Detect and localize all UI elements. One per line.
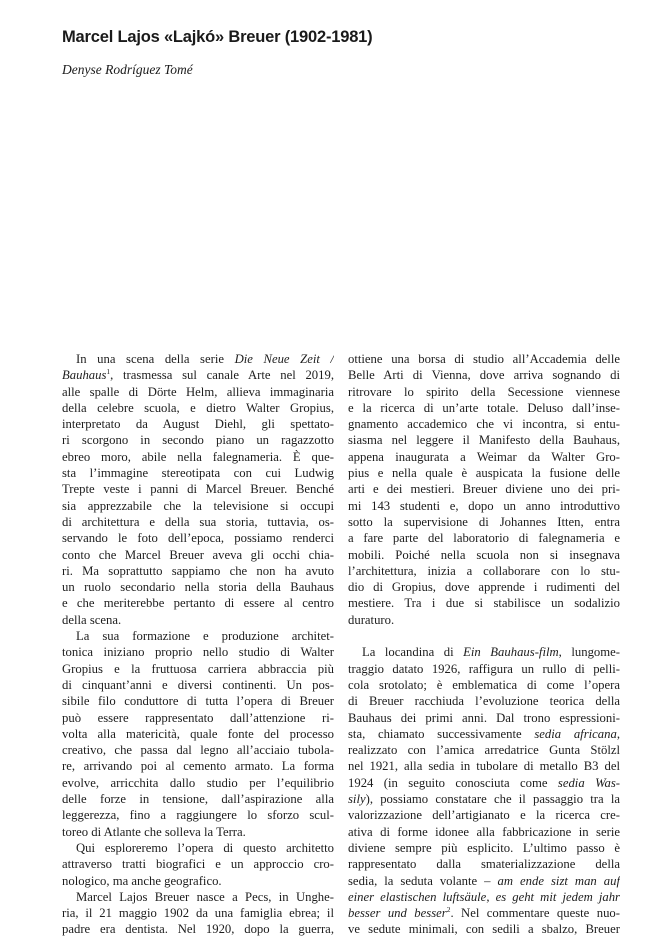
footnote-ref: 1 xyxy=(106,367,111,377)
text-line xyxy=(348,449,620,465)
text-line xyxy=(62,824,334,840)
text-segment: e che meriterebbe pertanto di essere al centro xyxy=(62,596,334,611)
text-line xyxy=(62,547,334,563)
text-segment: leggerezza, fino a raggiungere lo sforzo scul- xyxy=(62,808,334,823)
text-segment: alle spalle di Dörte Helm, allieva immaginaria xyxy=(62,384,334,399)
text-line xyxy=(62,905,334,921)
text-segment: Qui esploreremo l’opera di questo architetto xyxy=(76,840,334,855)
text-line xyxy=(348,758,620,774)
text-segment: ri. Ma soprattutto sappiamo che non ha avuto xyxy=(62,563,334,578)
text-segment: ria, il 21 maggio 1902 da una famiglia ebrea; il xyxy=(62,906,334,921)
text-segment: conto che Marcel Breuer aveva gli occhi chia- xyxy=(62,547,334,562)
text-line xyxy=(348,807,620,823)
text-column-right xyxy=(348,351,620,938)
text-segment: gnamento accademico che vi incontra, si entu- xyxy=(348,417,620,432)
text-line xyxy=(62,498,334,514)
text-segment: della scena. xyxy=(62,612,122,627)
text-line xyxy=(348,824,620,840)
article-title: Marcel Lajos «Lajkó» Breuer (1902-1981) xyxy=(62,28,373,46)
text-line xyxy=(348,791,620,807)
text-line xyxy=(348,775,620,791)
text-line xyxy=(348,367,620,383)
text-segment: pius e nella quale è auspicata la fusione delle xyxy=(348,466,620,481)
text-line xyxy=(348,856,620,872)
text-line xyxy=(62,644,334,660)
text-line xyxy=(348,547,620,563)
text-line xyxy=(62,661,334,677)
text-line xyxy=(62,400,334,416)
italic-text: Ein Bauhaus-film xyxy=(463,645,559,660)
text-line xyxy=(62,432,334,448)
text-segment: servando le foto dell’epoca, possiamo renderci xyxy=(62,531,334,546)
text-segment: di architettura e della sua storia, tuttavia, os- xyxy=(62,514,334,529)
text-line xyxy=(348,677,620,693)
text-segment: interpretato da August Diehl, gli spettato- xyxy=(62,417,334,432)
text-line xyxy=(62,758,334,774)
text-line xyxy=(62,351,334,367)
text-segment: Bauhaus dei primi anni. Dal trono espressioni- xyxy=(348,710,620,725)
text-line xyxy=(62,742,334,758)
text-segment: nologico, ma anche geografico. xyxy=(62,873,222,888)
text-line xyxy=(62,416,334,432)
text-line xyxy=(62,856,334,872)
text-segment: un ruolo secondario nella storia della Bauhaus xyxy=(62,580,334,595)
text-line xyxy=(348,889,620,905)
text-line xyxy=(348,563,620,579)
text-segment: cola srotolato; è emblematica di come l’opera xyxy=(348,677,620,692)
text-segment: sta, chiamato successivamente xyxy=(348,726,535,741)
text-segment: realizzato con l’amica arredatrice Gunta Stölzl xyxy=(348,743,620,758)
text-line xyxy=(348,465,620,481)
text-column-left xyxy=(62,351,334,938)
text-segment: , lungome- xyxy=(558,645,620,660)
text-line xyxy=(62,465,334,481)
text-segment: di cinquant’anni e diversi continenti. Un pos- xyxy=(62,677,334,692)
text-line xyxy=(348,628,620,644)
text-segment: ri scorgono in secondo piano un ragazzotto xyxy=(62,433,334,448)
text-segment: mi 143 studenti e, dopo un anno introduttivo xyxy=(348,498,620,513)
text-segment: diviene sempre più esplicito. L’ultimo passo è xyxy=(348,840,620,855)
text-line xyxy=(348,742,620,758)
text-line xyxy=(62,921,334,937)
text-line xyxy=(62,873,334,889)
text-segment: delle forze in tensione, dall’aspirazione alla xyxy=(62,792,334,807)
text-line xyxy=(62,677,334,693)
text-segment: toreo di Atlante che solleva la Terra. xyxy=(62,824,246,839)
text-segment: e la ricerca di un’arte totale. Deluso dall’inse- xyxy=(348,400,620,415)
italic-text: Bauhaus xyxy=(62,368,107,383)
text-segment: sia apprezzabile che la televisione si occupi xyxy=(62,498,334,513)
text-line xyxy=(62,612,334,628)
text-segment: La sua formazione e produzione architet- xyxy=(76,629,334,644)
text-segment: attraverso tratti biografici e un approccio cro- xyxy=(62,857,334,872)
text-segment: valorizzazione dell’artigianato e la ricerca cre- xyxy=(348,808,620,823)
text-segment: tonica iniziano proprio nello studio di Walter xyxy=(62,645,334,660)
text-segment: ativa di forme idonee alla fabbricazione in serie xyxy=(348,824,620,839)
text-line xyxy=(348,921,620,937)
text-line xyxy=(62,775,334,791)
text-segment: sibile filo conduttore di tutta l’opera di Breuer xyxy=(62,694,334,709)
text-line xyxy=(348,693,620,709)
text-line xyxy=(62,514,334,530)
text-line xyxy=(62,889,334,905)
text-line xyxy=(62,579,334,595)
text-segment: ritrovare lo spirito della Secessione viennese xyxy=(348,384,620,399)
text-segment: re, arrivando poi al cemento armato. La forma xyxy=(62,759,334,774)
text-line xyxy=(348,384,620,400)
text-line xyxy=(348,726,620,742)
text-line xyxy=(348,579,620,595)
text-line xyxy=(348,400,620,416)
text-segment: creativo, che passa dal legno all’acciaio tubola- xyxy=(62,743,334,758)
text-segment: Gropius e la fruttuosa carriera abbraccia più xyxy=(62,661,334,676)
text-segment: . Nel commentare queste nuo- xyxy=(450,906,620,921)
text-line xyxy=(62,807,334,823)
text-segment: mobili. Poiché nella scuola non si insegnava xyxy=(348,547,620,562)
text-line xyxy=(62,367,334,383)
text-segment: 1924 (in seguito conosciuta come xyxy=(348,775,558,790)
text-line xyxy=(348,905,620,921)
text-segment: ve sedute minimali, con sedili a sbalzo, Breuer xyxy=(348,922,620,937)
text-line xyxy=(348,612,620,628)
text-line xyxy=(348,432,620,448)
text-line xyxy=(62,628,334,644)
italic-text: einer elastischen luftsäule, es geht mit jedem jahr xyxy=(348,889,620,904)
text-line xyxy=(62,710,334,726)
text-line xyxy=(348,710,620,726)
text-line xyxy=(348,514,620,530)
text-segment: rappresentato dalla smaterializzazione della xyxy=(348,857,620,872)
italic-text: besser und besser xyxy=(348,906,447,921)
text-line xyxy=(348,498,620,514)
text-segment: Marcel Lajos Breuer nasce a Pecs, in Unghe- xyxy=(76,889,334,904)
text-line xyxy=(348,661,620,677)
text-segment: duraturo. xyxy=(348,612,395,627)
text-line xyxy=(62,726,334,742)
text-segment: arti e dei mestieri. Breuer diviene uno dei pri- xyxy=(348,482,620,497)
text-line xyxy=(62,840,334,856)
italic-text: sedia africana xyxy=(534,726,617,741)
text-segment: , xyxy=(616,726,620,741)
text-line xyxy=(62,595,334,611)
text-line xyxy=(348,416,620,432)
footnote-ref: 2 xyxy=(446,905,451,915)
text-segment: nel 1921, alla sedia in tubolare di metallo B3 del xyxy=(348,759,620,774)
text-line xyxy=(62,693,334,709)
text-segment: della celebre scuola, e dietro Walter Gropius, xyxy=(62,400,334,415)
text-line xyxy=(62,384,334,400)
text-segment: dio di Gropius, dove apprende i rudimenti del xyxy=(348,580,620,595)
text-line xyxy=(348,530,620,546)
italic-text: Die Neue Zeit / xyxy=(234,352,334,366)
text-segment: ebreo moro, abile nella falegnameria. È que- xyxy=(62,449,334,464)
text-segment: a fare parte del laboratorio di falegnameria e xyxy=(348,531,620,546)
text-line xyxy=(62,563,334,579)
text-line xyxy=(348,644,620,660)
italic-text: sedia Was- xyxy=(557,775,620,790)
text-segment: siasma nel leggere il Manifesto della Bauhaus, xyxy=(348,433,620,448)
text-segment: Trepte veste i panni di Marcel Breuer. Benché xyxy=(62,482,334,497)
text-line xyxy=(62,449,334,465)
text-segment: , trasmessa sul canale Arte nel 2019, xyxy=(110,368,334,383)
text-segment: l’architettura, inizia a collaborare con lo stu- xyxy=(348,563,620,578)
text-line xyxy=(348,351,620,367)
text-segment: padre era dentista. Nel 1920, dopo la guerra, xyxy=(62,922,334,937)
text-line xyxy=(348,840,620,856)
text-segment: di Breuer racchiuda l’evoluzione teorica della xyxy=(348,694,620,709)
text-segment: sedia, la seduta volante – xyxy=(348,873,498,888)
text-segment: può essere rappresentato dall’attenzione ri- xyxy=(62,710,334,725)
article-author: Denyse Rodríguez Tomé xyxy=(62,62,193,77)
text-line xyxy=(348,873,620,889)
text-line xyxy=(62,791,334,807)
text-segment: traggio datato 1926, raffigura un rullo di pelli- xyxy=(348,661,620,676)
text-line xyxy=(62,481,334,497)
text-segment: sotto la supervisione di Johannes Itten, entra xyxy=(348,514,620,529)
text-segment: sta l’immagine stereotipata con cui Ludwig xyxy=(62,466,334,481)
text-line xyxy=(348,595,620,611)
text-segment: La locandina di xyxy=(362,645,464,660)
text-segment: In una scena della serie xyxy=(76,352,235,366)
text-segment: volta alla matericità, quale fonte del processo xyxy=(62,726,334,741)
text-segment: ottiene una borsa di studio all’Accademia delle xyxy=(348,352,620,366)
text-segment: mestiere. Tra i due si stabilisce un sodalizio xyxy=(348,596,620,611)
text-segment: appena inaugurata a Weimar da Walter Gro- xyxy=(348,449,620,464)
text-segment: evolve, arricchita dallo studio per l’equilibrio xyxy=(62,775,334,790)
italic-text: am ende sizt man auf xyxy=(497,873,620,888)
text-segment: ), possiamo constatare che il passaggio tra la xyxy=(365,792,620,807)
italic-text: sily xyxy=(348,792,366,807)
text-line xyxy=(62,530,334,546)
text-segment: Belle Arti di Vienna, dove arriva sognando di xyxy=(348,368,620,383)
text-line xyxy=(348,481,620,497)
